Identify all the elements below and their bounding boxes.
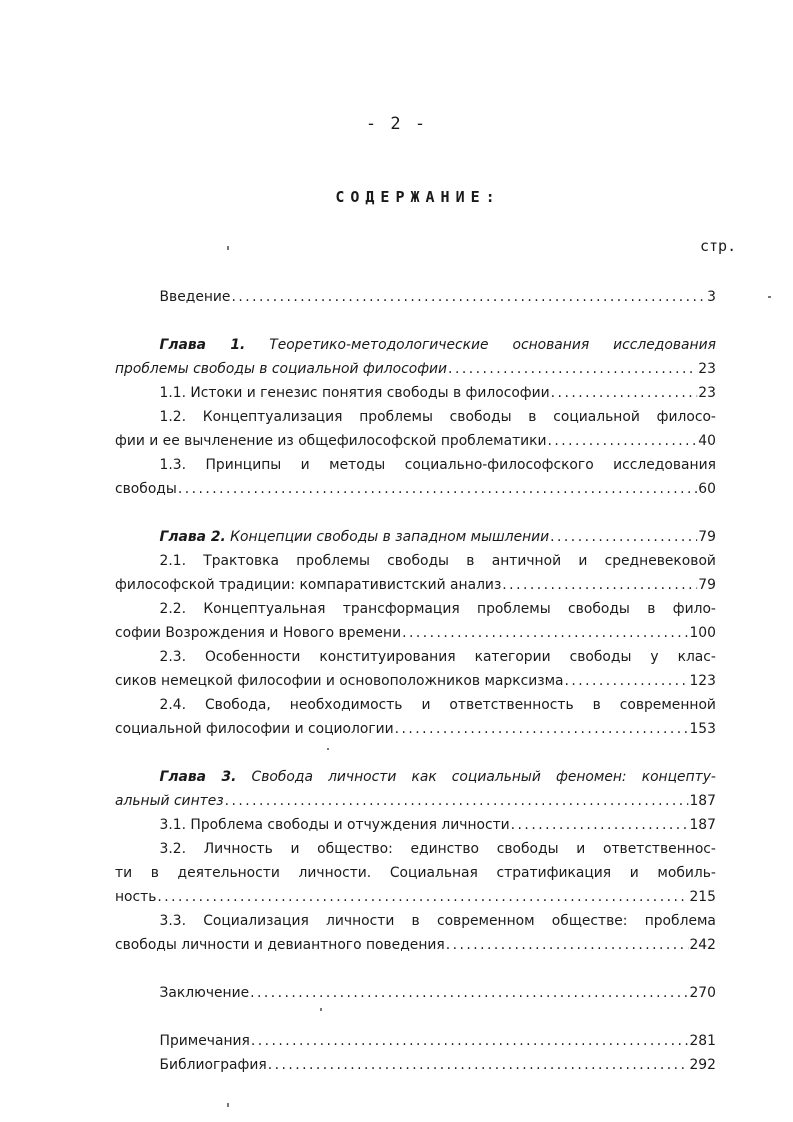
- toc-chapter-3-heading-cont[interactable]: [115, 789, 716, 813]
- toc-page-number: 23: [698, 361, 716, 377]
- leader-dots: [178, 477, 697, 501]
- toc-entry-label: Примечания: [159, 1033, 250, 1049]
- leader-dots: [402, 621, 688, 645]
- chapter-2-label: Глава 2.: [159, 529, 226, 545]
- toc-page-number: 153: [689, 721, 716, 737]
- leader-dots: [446, 933, 689, 957]
- toc-entry-label: философской традиции: компаративистский анализ: [115, 577, 502, 593]
- toc-page-number: 79: [698, 577, 716, 593]
- toc-entry-label: 1.2. Концептуализация проблемы свободы в социальной филосо-: [159, 409, 716, 425]
- chapter-3-title-cont: альный синтез: [115, 793, 224, 809]
- toc-entry-notes[interactable]: [115, 1029, 716, 1053]
- toc-page-number: 40: [698, 433, 716, 449]
- toc-page-number: 79: [698, 529, 716, 545]
- toc-chapter-1-heading-cont[interactable]: [115, 357, 716, 381]
- toc-section-2-1-cont[interactable]: [115, 573, 716, 597]
- leader-dots: [231, 285, 706, 309]
- toc-entry-label: ность: [115, 889, 157, 905]
- toc-entry-label: 2.3. Особенности конституирования категории свободы у клас-: [159, 649, 716, 665]
- toc-section-1-3-cont[interactable]: [115, 477, 716, 501]
- toc-entry-label: ти в деятельности личности. Социальная стратификация и мобиль-: [115, 865, 716, 881]
- toc-entry-label: свободы: [115, 481, 177, 497]
- leader-dots: [268, 1053, 689, 1077]
- scan-speck: [227, 246, 229, 250]
- toc-entry-label: 1.1. Истоки и генезис понятия свободы в философии: [159, 385, 550, 401]
- leader-dots: [251, 1029, 689, 1053]
- leader-dots: [502, 573, 697, 597]
- leader-dots: [550, 525, 697, 549]
- toc-section-2-4[interactable]: [115, 693, 716, 717]
- leader-dots: [448, 357, 697, 381]
- toc-entry-label: 2.2. Концептуальная трансформация проблемы свободы в фило-: [159, 601, 716, 617]
- scan-speck: [320, 1008, 322, 1011]
- toc-chapter-1-heading[interactable]: [115, 333, 716, 357]
- chapter-3-label: Глава 3.: [159, 769, 237, 785]
- toc-page-number: 3: [707, 289, 716, 305]
- toc-section-2-3-cont[interactable]: [115, 669, 716, 693]
- toc-section-1-3[interactable]: [115, 453, 716, 477]
- toc-entry-label: 2.1. Трактовка проблемы свободы в античной и средневековой: [159, 553, 716, 569]
- toc-page-number: 187: [689, 817, 716, 833]
- toc-page-number: 270: [689, 985, 716, 1001]
- toc-page-number: 23: [698, 385, 716, 401]
- chapter-2-title: Концепции свободы в западном мышлении: [230, 529, 550, 545]
- chapter-1-title-cont: проблемы свободы в социальной философии: [115, 361, 448, 377]
- toc-entry-bibliography[interactable]: [115, 1053, 716, 1077]
- leader-dots: [225, 789, 689, 813]
- toc-entry-label: 3.3. Социализация личности в современном обществе: проблема: [159, 913, 716, 929]
- toc-section-3-1[interactable]: [115, 813, 716, 837]
- toc-entry-label: Заключение: [159, 985, 250, 1001]
- leader-dots: [157, 885, 688, 909]
- toc-entry-label: социальной философии и социологии: [115, 721, 394, 737]
- chapter-1-label: Глава 1.: [159, 337, 246, 353]
- toc-entry-label: фии и ее вычленение из общефилософской проблематики: [115, 433, 547, 449]
- toc-page-number: 242: [689, 937, 716, 953]
- toc-section-2-3[interactable]: [115, 645, 716, 669]
- leader-dots: [395, 717, 689, 741]
- toc-entry-label: Введение: [159, 289, 231, 305]
- toc-entry-label: сиков немецкой философии и основоположников марксизма: [115, 673, 564, 689]
- toc-section-3-3[interactable]: [115, 909, 716, 933]
- leader-dots: [511, 813, 689, 837]
- chapter-3-title: Свобода личности как социальный феномен: концепту-: [251, 769, 716, 785]
- leader-dots: [548, 429, 698, 453]
- toc-entry-label: 3.2. Личность и общество: единство свободы и ответственнос-: [159, 841, 716, 857]
- toc-chapter-3-heading[interactable]: [115, 765, 716, 789]
- toc-section-1-2-cont[interactable]: [115, 429, 716, 453]
- toc-entry-label: Библиография: [159, 1057, 267, 1073]
- toc-section-2-2[interactable]: [115, 597, 716, 621]
- leader-dots: [551, 381, 698, 405]
- toc-section-1-1[interactable]: [115, 381, 716, 405]
- toc-page-number: 281: [689, 1033, 716, 1049]
- toc-page-number: 187: [689, 793, 716, 809]
- leader-dots: [565, 669, 689, 693]
- chapter-1-title: Теоретико-методологические основания исследования: [269, 337, 716, 353]
- toc-entry-label: софии Возрождения и Нового времени: [115, 625, 402, 641]
- toc-entry-intro[interactable]: [115, 285, 716, 309]
- toc-page-number: 215: [689, 889, 716, 905]
- page-number: - 2 -: [365, 114, 428, 134]
- toc-entry-label: 3.1. Проблема свободы и отчуждения личности: [159, 817, 510, 833]
- toc-page-number: 100: [689, 625, 716, 641]
- toc-chapter-2-heading[interactable]: [115, 525, 716, 549]
- toc-section-2-2-cont[interactable]: [115, 621, 716, 645]
- toc-page-number: 60: [698, 481, 716, 497]
- toc-section-2-4-cont[interactable]: [115, 717, 716, 741]
- scan-speck: [768, 296, 771, 298]
- toc-page-number: 292: [689, 1057, 716, 1073]
- toc-section-2-1[interactable]: [115, 549, 716, 573]
- leader-dots: [250, 981, 688, 1005]
- table-of-contents: [115, 285, 716, 1077]
- toc-entry-label: 2.4. Свобода, необходимость и ответственность в современной: [159, 697, 716, 713]
- toc-section-1-2[interactable]: [115, 405, 716, 429]
- page-title: СОДЕРЖАНИЕ:: [335, 188, 501, 206]
- toc-page-number: 123: [689, 673, 716, 689]
- toc-section-3-3-cont[interactable]: [115, 933, 716, 957]
- toc-entry-conclusion[interactable]: [115, 981, 716, 1005]
- toc-section-3-2[interactable]: [115, 837, 716, 861]
- toc-section-3-2-cont2[interactable]: [115, 885, 716, 909]
- scan-speck: [227, 1103, 229, 1107]
- toc-entry-label: свободы личности и девиантного поведения: [115, 937, 445, 953]
- toc-section-3-2-cont[interactable]: [115, 861, 716, 885]
- scan-speck: [327, 748, 329, 750]
- toc-entry-label: 1.3. Принципы и методы социально-философского исследования: [159, 457, 716, 473]
- page-column-label: стр.: [700, 237, 737, 255]
